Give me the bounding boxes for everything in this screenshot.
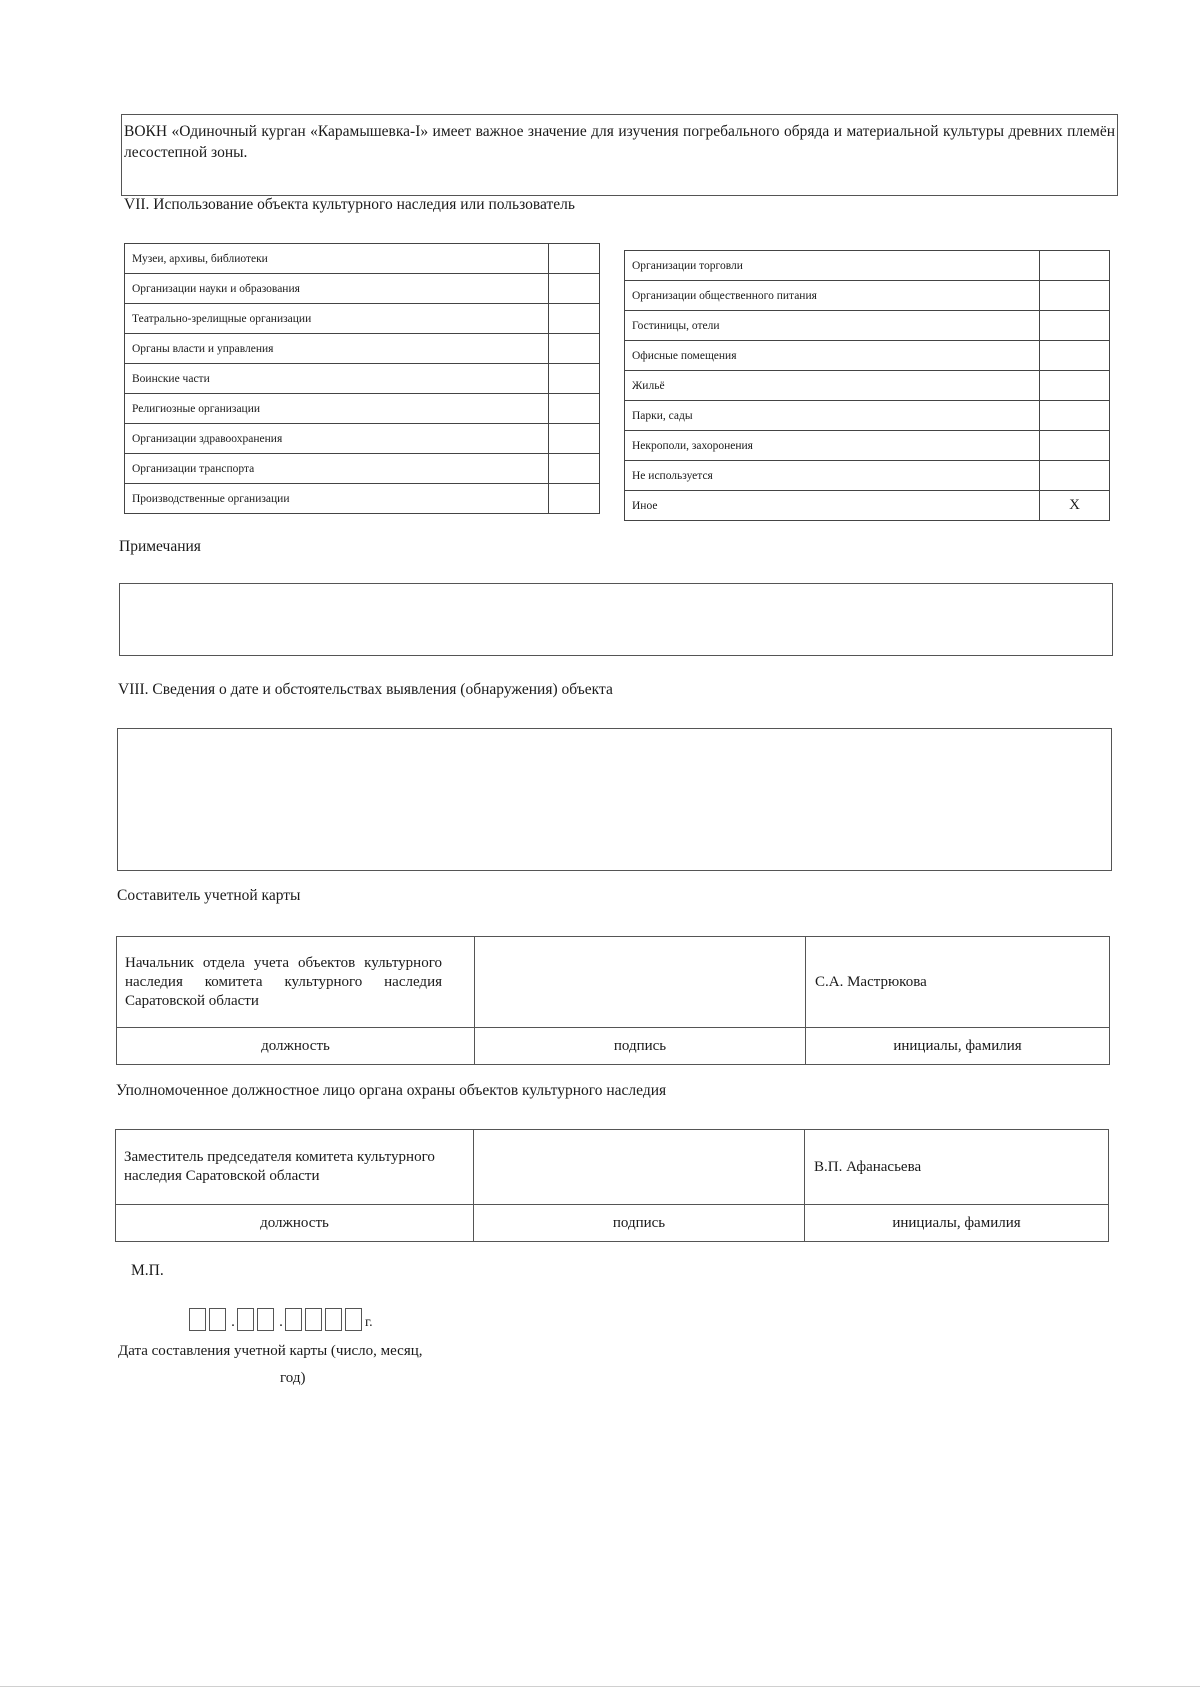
compiler-position: Начальник отдела учета объектов культурного наследия комитета культурного наследия Саратовской области — [117, 937, 475, 1028]
usage-checkbox[interactable] — [1040, 311, 1110, 341]
date-caption-line1: Дата составления учетной карты (число, месяц, — [118, 1343, 423, 1359]
usage-checkbox[interactable] — [549, 364, 600, 394]
date-year-digit-3[interactable] — [325, 1308, 342, 1331]
usage-label: Организации общественного питания — [625, 281, 1040, 311]
usage-checkbox[interactable] — [549, 484, 600, 514]
date-month-digit-1[interactable] — [237, 1308, 254, 1331]
usage-label: Офисные помещения — [625, 341, 1040, 371]
usage-label: Организации транспорта — [125, 454, 549, 484]
usage-checkbox[interactable] — [549, 334, 600, 364]
usage-label: Театрально-зрелищные организации — [125, 304, 549, 334]
usage-checkbox[interactable] — [1040, 281, 1110, 311]
usage-row — [625, 341, 1110, 371]
compiler-signature-table — [116, 936, 1110, 1065]
usage-row — [125, 304, 600, 334]
date-separator: . — [279, 1314, 283, 1330]
usage-table-right — [624, 250, 1110, 521]
usage-checkbox[interactable] — [549, 304, 600, 334]
usage-label: Парки, сады — [625, 401, 1040, 431]
date-day-digit-2[interactable] — [209, 1308, 226, 1331]
usage-row — [125, 334, 600, 364]
official-signature-field[interactable] — [474, 1130, 805, 1205]
usage-row — [625, 311, 1110, 341]
usage-label: Органы власти и управления — [125, 334, 549, 364]
date-caption-line2: год) — [280, 1370, 306, 1386]
usage-checkbox[interactable] — [1040, 461, 1110, 491]
usage-label: Музеи, архивы, библиотеки — [125, 244, 549, 274]
section-vii-title: VII. Использование объекта культурного наследия или пользователь — [124, 196, 575, 213]
compiler-title: Составитель учетной карты — [117, 887, 301, 904]
usage-row — [625, 281, 1110, 311]
usage-checkbox[interactable] — [549, 454, 600, 484]
usage-label: Организации торговли — [625, 251, 1040, 281]
usage-checkbox[interactable] — [549, 394, 600, 424]
compiler-signature-field[interactable] — [475, 937, 806, 1028]
usage-row — [125, 394, 600, 424]
official-signature-table — [115, 1129, 1109, 1242]
signature-caption: подпись — [474, 1205, 805, 1242]
usage-row — [625, 491, 1110, 521]
usage-label: Жильё — [625, 371, 1040, 401]
usage-row — [625, 461, 1110, 491]
name-caption: инициалы, фамилия — [806, 1028, 1110, 1065]
position-caption: должность — [116, 1205, 474, 1242]
usage-label: Не используется — [625, 461, 1040, 491]
official-title: Уполномоченное должностное лицо органа охраны объектов культурного наследия — [116, 1082, 667, 1099]
usage-row — [625, 401, 1110, 431]
usage-label: Организации здравоохранения — [125, 424, 549, 454]
usage-checkbox[interactable]: X — [1040, 491, 1110, 521]
usage-checkbox[interactable] — [1040, 401, 1110, 431]
object-significance-text: ВОКН «Одиночный курган «Карамышевка-I» имеет важное значение для изучения погребального обряда и материальной культуры древних племён лесостепной зоны. — [121, 114, 1118, 196]
usage-label: Воинские части — [125, 364, 549, 394]
usage-row — [125, 244, 600, 274]
usage-label: Религиозные организации — [125, 394, 549, 424]
usage-row — [625, 431, 1110, 461]
name-caption: инициалы, фамилия — [805, 1205, 1109, 1242]
usage-checkbox[interactable] — [1040, 431, 1110, 461]
signature-caption: подпись — [475, 1028, 806, 1065]
compiler-name: С.А. Мастрюкова — [806, 937, 1110, 1028]
page-edge-line — [0, 1686, 1200, 1687]
discovery-details-field[interactable] — [117, 728, 1112, 871]
date-input-group — [189, 1308, 373, 1332]
usage-checkbox[interactable] — [549, 244, 600, 274]
official-name: В.П. Афанасьева — [805, 1130, 1109, 1205]
date-year-digit-1[interactable] — [285, 1308, 302, 1331]
date-year-digit-4[interactable] — [345, 1308, 362, 1331]
usage-label: Производственные организации — [125, 484, 549, 514]
usage-label: Гостиницы, отели — [625, 311, 1040, 341]
official-position: Заместитель председателя комитета культурного наследия Саратовской области — [116, 1130, 474, 1205]
usage-table-left — [124, 243, 600, 514]
date-year-suffix: г. — [365, 1315, 373, 1330]
notes-title: Примечания — [119, 538, 201, 555]
section-viii-title: VIII. Сведения о дате и обстоятельствах выявления (обнаружения) объекта — [118, 681, 613, 698]
usage-row — [125, 454, 600, 484]
stamp-label: М.П. — [131, 1262, 164, 1279]
usage-checkbox[interactable] — [549, 274, 600, 304]
usage-row — [125, 484, 600, 514]
usage-checkbox[interactable] — [1040, 371, 1110, 401]
usage-row — [125, 364, 600, 394]
usage-row — [625, 251, 1110, 281]
usage-checkbox[interactable] — [1040, 251, 1110, 281]
date-month-digit-2[interactable] — [257, 1308, 274, 1331]
usage-label: Иное — [625, 491, 1040, 521]
date-day-digit-1[interactable] — [189, 1308, 206, 1331]
usage-row — [125, 424, 600, 454]
usage-row — [125, 274, 600, 304]
date-separator: . — [231, 1314, 235, 1330]
usage-row — [625, 371, 1110, 401]
position-caption: должность — [117, 1028, 475, 1065]
usage-label: Организации науки и образования — [125, 274, 549, 304]
usage-label: Некрополи, захоронения — [625, 431, 1040, 461]
usage-checkbox[interactable] — [549, 424, 600, 454]
date-year-digit-2[interactable] — [305, 1308, 322, 1331]
notes-field[interactable] — [119, 583, 1113, 656]
usage-checkbox[interactable] — [1040, 341, 1110, 371]
